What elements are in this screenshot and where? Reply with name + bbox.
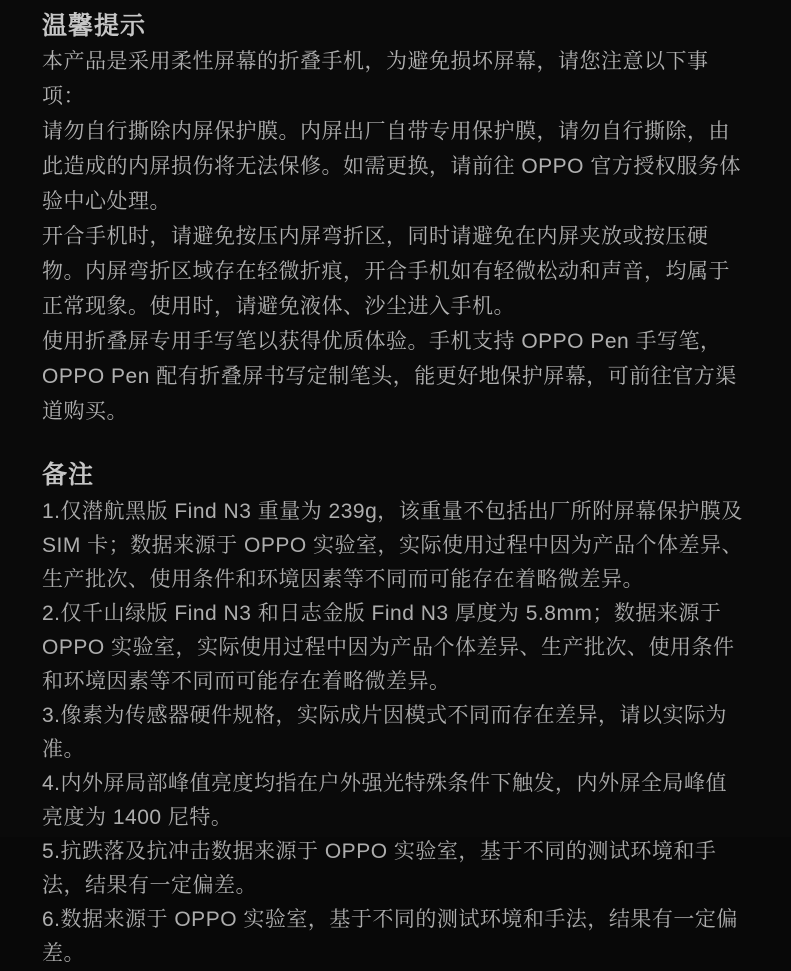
remarks-section [42,457,747,971]
warm-tips-title: 温馨提示 [42,12,147,40]
note-item-thickness: 2.仅千山绿版 Find N3 和日志金版 Find N3 厚度为 5.8mm；数据来源于 OPPO 实验室，实际使用过程中因为产品个体差异、生产批次、使用条件和环境因素等不同而可能存在着略微差异。 [42,602,735,693]
note-item-lab-data: 6.数据来源于 OPPO 实验室，基于不同的测试环境和手法，结果有一定偏差。 [42,908,738,965]
remarks-title: 备注 [42,461,95,489]
tips-paragraph-folding-care: 开合手机时，请避免按压内屏弯折区，同时请避免在内屏夹放或按压硬物。内屏弯折区域存在轻微折痕，开合手机如有轻微松动和声音，均属于正常现象。使用时，请避免液体、沙尘进入手机。 [42,225,730,318]
note-item-drop-resistance: 5.抗跌落及抗冲击数据来源于 OPPO 实验室，基于不同的测试环境和手法，结果有一定偏差。 [42,840,717,897]
tips-paragraph-protective-film: 请勿自行撕除内屏保护膜。内屏出厂自带专用保护膜，请勿自行撕除，由此造成的内屏损伤将无法保修。如需更换，请前往 OPPO 官方授权服务体验中心处理。 [42,120,741,213]
note-item-weight: 1.仅潜航黑版 Find N3 重量为 239g，该重量不包括出厂所附屏幕保护膜及 SIM 卡；数据来源于 OPPO 实验室，实际使用过程中因为产品个体差异、生产批次、使用条件和环境因素等不同而可能存在着略微差异。 [42,500,744,591]
tips-paragraph-stylus: 使用折叠屏专用手写笔以获得优质体验。手机支持 OPPO Pen 手写笔，OPPO Pen 配有折叠屏书写定制笔头，能更好地保护屏幕，可前往官方渠道购买。 [42,330,737,423]
warm-tips-section [42,8,747,429]
note-item-brightness: 4.内外屏局部峰值亮度均指在户外强光特殊条件下触发，内外屏全局峰值亮度为 1400 尼特。 [42,772,728,829]
note-item-pixels: 3.像素为传感器硬件规格，实际成片因模式不同而存在差异，请以实际为准。 [42,704,728,761]
tips-paragraph-overview: 本产品是采用柔性屏幕的折叠手机，为避免损坏屏幕，请您注意以下事项： [42,50,709,108]
